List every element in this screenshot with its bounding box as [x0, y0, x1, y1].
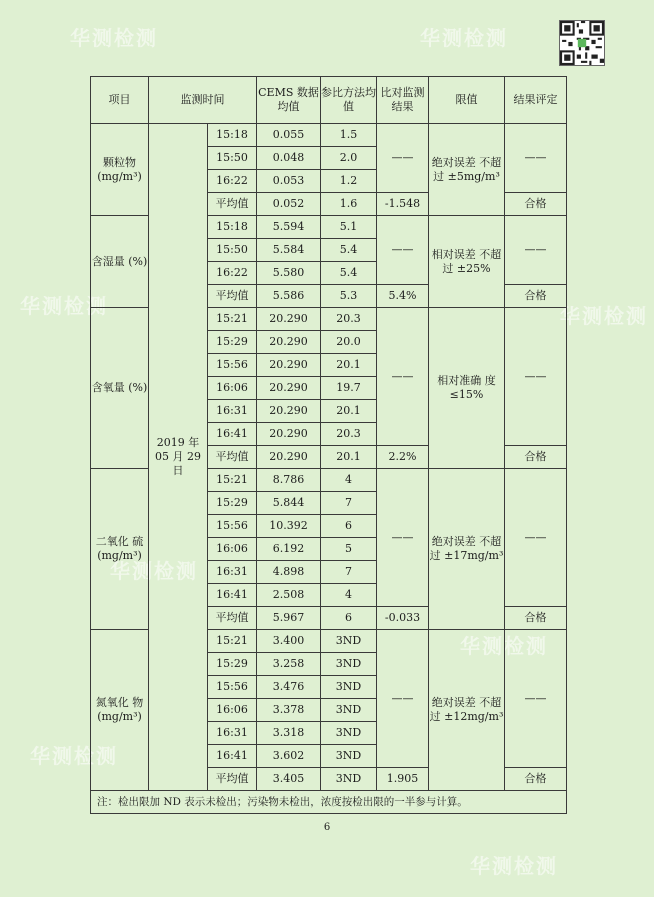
cems-value: 20.290 — [257, 423, 321, 446]
header-cems: CEMS 数据均值 — [257, 77, 321, 124]
average-label: 平均值 — [208, 768, 257, 791]
note-row — [91, 791, 567, 814]
limit-value: 绝对误差 不超过 ±12mg/m³ — [429, 630, 505, 791]
reference-value: 1.2 — [321, 170, 377, 193]
sample-time: 16:22 — [208, 170, 257, 193]
monitoring-results-table — [90, 76, 567, 814]
sample-time: 15:21 — [208, 308, 257, 331]
header-row — [91, 77, 567, 124]
sample-time: 15:29 — [208, 653, 257, 676]
evaluation-result: 合格 — [505, 285, 567, 308]
compare-dash: —— — [377, 124, 429, 193]
sample-time: 15:29 — [208, 331, 257, 354]
eval-dash: —— — [505, 308, 567, 446]
sample-time: 16:06 — [208, 538, 257, 561]
cems-value: 3.400 — [257, 630, 321, 653]
cems-value: 8.786 — [257, 469, 321, 492]
reference-value: 5.4 — [321, 262, 377, 285]
reference-value: 1.5 — [321, 124, 377, 147]
cems-average: 0.052 — [257, 193, 321, 216]
eval-dash: —— — [505, 469, 567, 607]
cems-value: 3.318 — [257, 722, 321, 745]
reference-value: 4 — [321, 469, 377, 492]
sample-time: 15:18 — [208, 124, 257, 147]
reference-value: 3ND — [321, 745, 377, 768]
reference-value: 20.3 — [321, 423, 377, 446]
header-compare: 比对监测结果 — [377, 77, 429, 124]
reference-value: 3ND — [321, 630, 377, 653]
evaluation-result: 合格 — [505, 768, 567, 791]
reference-value: 5.1 — [321, 216, 377, 239]
sample-time: 16:22 — [208, 262, 257, 285]
reference-value: 20.0 — [321, 331, 377, 354]
compare-dash: —— — [377, 308, 429, 446]
pollutant-name: 二氧化 硫 (mg/m³) — [91, 469, 149, 630]
sample-time: 15:56 — [208, 354, 257, 377]
sample-time: 16:31 — [208, 400, 257, 423]
cems-value: 0.053 — [257, 170, 321, 193]
limit-value: 绝对误差 不超过 ±17mg/m³ — [429, 469, 505, 630]
compare-dash: —— — [377, 469, 429, 607]
sample-time: 16:31 — [208, 722, 257, 745]
reference-value: 20.1 — [321, 400, 377, 423]
compare-result: 5.4% — [377, 285, 429, 308]
cems-value: 0.048 — [257, 147, 321, 170]
evaluation-result: 合格 — [505, 607, 567, 630]
header-ref: 参比方法均值 — [321, 77, 377, 124]
compare-result: 2.2% — [377, 446, 429, 469]
reference-average: 1.6 — [321, 193, 377, 216]
reference-average: 3ND — [321, 768, 377, 791]
compare-result: -1.548 — [377, 193, 429, 216]
cems-value: 3.378 — [257, 699, 321, 722]
eval-dash: —— — [505, 630, 567, 768]
cems-value: 5.580 — [257, 262, 321, 285]
cems-value: 5.584 — [257, 239, 321, 262]
sample-time: 15:29 — [208, 492, 257, 515]
average-label: 平均值 — [208, 285, 257, 308]
cems-value: 3.476 — [257, 676, 321, 699]
cems-value: 2.508 — [257, 584, 321, 607]
compare-result: -0.033 — [377, 607, 429, 630]
pollutant-name: 含湿量 (%) — [91, 216, 149, 308]
cems-value: 20.290 — [257, 331, 321, 354]
limit-value: 相对误差 不超过 ±25% — [429, 216, 505, 308]
cems-value: 20.290 — [257, 400, 321, 423]
sample-time: 16:41 — [208, 423, 257, 446]
reference-average: 6 — [321, 607, 377, 630]
cems-value: 10.392 — [257, 515, 321, 538]
reference-value: 19.7 — [321, 377, 377, 400]
average-label: 平均值 — [208, 193, 257, 216]
page-number: 6 — [323, 822, 331, 833]
cems-value: 5.594 — [257, 216, 321, 239]
pollutant-name: 氮氧化 物 (mg/m³) — [91, 630, 149, 791]
evaluation-result: 合格 — [505, 446, 567, 469]
sample-time: 15:56 — [208, 515, 257, 538]
cems-value: 5.844 — [257, 492, 321, 515]
sample-time: 15:50 — [208, 239, 257, 262]
header-limit: 限值 — [429, 77, 505, 124]
compare-dash: —— — [377, 216, 429, 285]
sample-time: 16:06 — [208, 377, 257, 400]
compare-result: 1.905 — [377, 768, 429, 791]
qr-code — [559, 20, 605, 66]
monitoring-date: 2019 年 05 月 29 日 — [149, 124, 208, 791]
reference-average: 20.1 — [321, 446, 377, 469]
cems-average: 5.586 — [257, 285, 321, 308]
cems-average: 20.290 — [257, 446, 321, 469]
table-row — [91, 124, 567, 147]
reference-value: 6 — [321, 515, 377, 538]
cems-average: 5.967 — [257, 607, 321, 630]
reference-value: 3ND — [321, 676, 377, 699]
cems-value: 6.192 — [257, 538, 321, 561]
header-eval: 结果评定 — [505, 77, 567, 124]
sample-time: 15:18 — [208, 216, 257, 239]
cems-value: 0.055 — [257, 124, 321, 147]
sample-time: 15:56 — [208, 676, 257, 699]
reference-value: 3ND — [321, 699, 377, 722]
reference-value: 5.4 — [321, 239, 377, 262]
sample-time: 15:50 — [208, 147, 257, 170]
reference-value: 5 — [321, 538, 377, 561]
cems-value: 20.290 — [257, 308, 321, 331]
header-item: 项目 — [91, 77, 149, 124]
table-note: 注：检出限加 ND 表示未检出；污染物未检出，浓度按检出限的一半参与计算。 — [91, 791, 567, 814]
sample-time: 16:41 — [208, 584, 257, 607]
average-label: 平均值 — [208, 607, 257, 630]
reference-value: 20.1 — [321, 354, 377, 377]
limit-value: 绝对误差 不超过 ±5mg/m³ — [429, 124, 505, 216]
sample-time: 16:06 — [208, 699, 257, 722]
cems-value: 3.258 — [257, 653, 321, 676]
cems-value: 20.290 — [257, 354, 321, 377]
compare-dash: —— — [377, 630, 429, 768]
reference-value: 3ND — [321, 722, 377, 745]
header-time: 监测时间 — [149, 77, 257, 124]
cems-value: 4.898 — [257, 561, 321, 584]
cems-value: 20.290 — [257, 377, 321, 400]
limit-value: 相对准确 度≤15% — [429, 308, 505, 469]
eval-dash: —— — [505, 124, 567, 193]
eval-dash: —— — [505, 216, 567, 285]
sample-time: 15:21 — [208, 469, 257, 492]
sample-time: 16:31 — [208, 561, 257, 584]
reference-average: 5.3 — [321, 285, 377, 308]
cems-value: 3.602 — [257, 745, 321, 768]
average-label: 平均值 — [208, 446, 257, 469]
sample-time: 16:41 — [208, 745, 257, 768]
reference-value: 7 — [321, 492, 377, 515]
sample-time: 15:21 — [208, 630, 257, 653]
reference-value: 4 — [321, 584, 377, 607]
reference-value: 20.3 — [321, 308, 377, 331]
cems-average: 3.405 — [257, 768, 321, 791]
reference-value: 7 — [321, 561, 377, 584]
reference-value: 3ND — [321, 653, 377, 676]
pollutant-name: 颗粒物 (mg/m³) — [91, 124, 149, 216]
pollutant-name: 含氧量 (%) — [91, 308, 149, 469]
evaluation-result: 合格 — [505, 193, 567, 216]
reference-value: 2.0 — [321, 147, 377, 170]
